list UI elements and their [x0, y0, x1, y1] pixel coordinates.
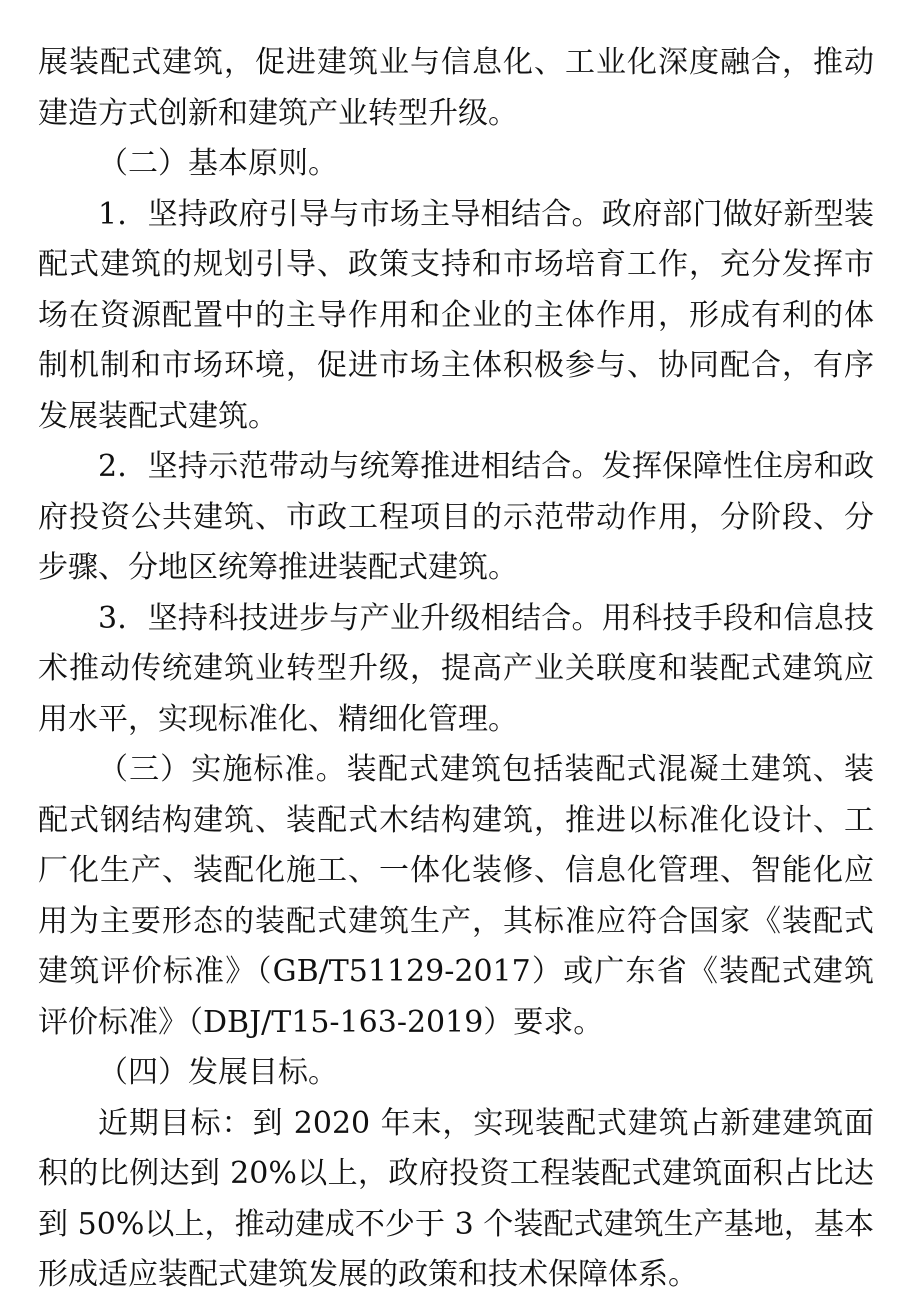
near-term-goal-paragraph: 近期目标：到 2020 年末，实现装配式建筑占新建建筑面积的比例达到 20%以上，政府投资工程装配式建筑面积占比达到 50%以上，推动建成不少于 3 个装配式建筑生产基地，基本形成适应装配式建筑发展的政策和技术保障体系。	[38, 1105, 874, 1292]
principle-3-paragraph: 3．坚持科技进步与产业升级相结合。用科技手段和信息技术推动传统建筑业转型升级，提高产业关联度和装配式建筑应用水平，实现标准化、精细化管理。	[38, 600, 874, 737]
principle-2-paragraph: 2．坚持示范带动与统筹推进相结合。发挥保障性住房和政府投资公共建筑、市政工程项目的示范带动作用，分阶段、分步骤、分地区统筹推进装配式建筑。	[38, 449, 874, 585]
implementation-standard-paragraph: （三）实施标准。装配式建筑包括装配式混凝土建筑、装配式钢结构建筑、装配式木结构建筑，推进以标准化设计、工厂化生产、装配化施工、一体化装修、信息化管理、智能化应用为主要形态的装配式建筑生产，其标准应符合国家《装配式建筑评价标准》（GB/T51129-2017）或广东省《装配式建筑评价标准》（DBJ/T15-163-2019）要求。	[38, 752, 874, 1040]
section-heading-basic-principles: （二）基本原则。	[98, 146, 338, 181]
principle-1-paragraph: 1．坚持政府引导与市场主导相结合。政府部门做好新型装配式建筑的规划引导、政策支持和市场培育工作，充分发挥市场在资源配置中的主导作用和企业的主体作用，形成有利的体制机制和市场环境，促进市场主体积极参与、协同配合，有序发展装配式建筑。	[38, 196, 874, 434]
document-page	[38, 38, 874, 1301]
paragraph-continuation: 展装配式建筑，促进建筑业与信息化、工业化深度融合，推动建造方式创新和建筑产业转型升级。	[38, 45, 874, 131]
section-heading-development-goals: （四）发展目标。	[98, 1055, 338, 1090]
